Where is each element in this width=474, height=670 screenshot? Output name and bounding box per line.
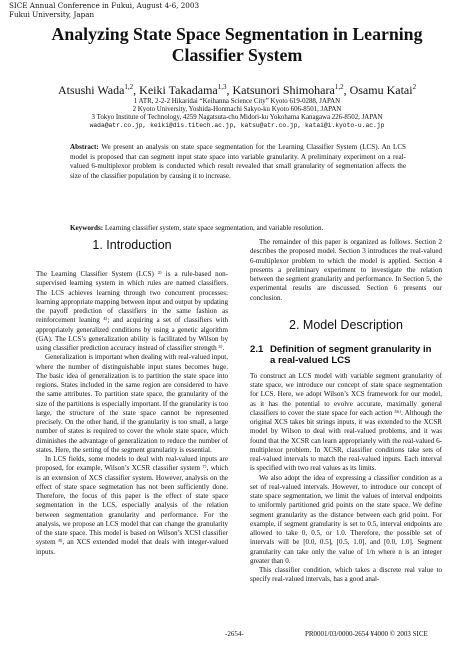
section-heading-introduction: 1. Introduction xyxy=(92,238,172,252)
body-paragraph: To construct an LCS model with variable segment granularity of state space, we introduce our concept of state space segmentation for LCS. Here, we adopt Wilson’s XCS framework for our model, as it has the potential to evolve accurate, maximally general classifiers to cover the state space for each action ⁵⁶⁾. Although the original XCS takes bit strings inputs, it was extended to the XCSR model by Wilson to deal with real-valued problems, and it was found that the XCSR can learn appropriately with the real-valued 6-multiplexor problem. In XCSR, classifier conditions take sets of real-valued intervals to match the real-valued inputs. Each interval is specified with two real values as its limits. xyxy=(250,371,442,473)
section-heading-model: 2. Model Description xyxy=(289,317,403,332)
author-affiliation-sup: 1,3 xyxy=(217,83,227,91)
copyright-line: PR0001/03/0000-2654 ¥4000 © 2003 SICE xyxy=(305,630,428,638)
subsection-heading xyxy=(250,344,442,366)
author-affiliation-sup: 1,2 xyxy=(124,83,134,91)
body-paragraph: We also adopt the idea of expressing a classifier condition as a set of real-valued intervals. However, to introduce our concept of state space segmentation, we limit the values of interval endpoints to uniformly partitioned grid points on the state space. We define segment granularity as the distance between each grid point. For example, if segment granularity is set to 0.5, interval endpoints are allowed to take 0, 0.5, or 1.0. Therefore, the possible set of intervals will be [0.0, 0.5], [0.5, 1.0], and [0.0, 1.0]. Segment granularity can take only the value of 1/n where n is an integer greater than 0. xyxy=(250,473,442,565)
subsection-number: 2.1 xyxy=(250,343,264,355)
author-affiliation-sup: 2 xyxy=(412,83,417,91)
keywords xyxy=(70,224,406,234)
affiliation-1: 1 ATR, 2-2-2 Hikaridai “Keihanna Science City” Kyoto 619-0288, JAPAN xyxy=(133,98,341,105)
abstract xyxy=(70,143,406,181)
paper-title xyxy=(0,24,474,66)
author-name: Atsushi Wada xyxy=(57,83,125,97)
title-line-1: Analyzing State Space Segmentation in Learning xyxy=(51,24,423,44)
abstract-text: We present an analysis on state space segmentation for the Learning Classifier System (LCS). An LCS model is proposed that can segment input state space into variable granularity. A preliminary experiment on a real-valued 6-multiplexor problem is conducted which result revealed that small granularity of segmentation affects the size of the classifier population by causing it to increase. xyxy=(70,143,406,180)
left-column xyxy=(36,238,228,557)
page-number: -2654- xyxy=(225,630,244,638)
author-list: Atsushi Wada$^{1,2}$, Keiki Takadama$^{1,3}$, Katsunori Shimohara$^{1,2}$, Osamu Katai$^2$ xyxy=(57,83,417,97)
body-paragraph: Generalization is important when dealing with real-valued input, where the number of distinguishable input states becomes huge. The basic idea of generalization is to partition the state space into regions. States included in the same region are considered to have the same attributes. To partition state space, the granularity of the size of the partitions is especially important. If the granularity is too large, the structure of the state space cannot be represented precisely. On the other hand, if the granularity is too small, a large number of states is required to cover the whole state space, which diminishes the advantage of generalization to reduce the number of states. Here, the setting of the segment granularity is essential. xyxy=(36,353,228,454)
subsection-title-line-1: Definition of segment granularity in xyxy=(270,343,432,355)
body-paragraph: This classifier condition, which takes a discrete real value to specify real-valued intervals, has a good anal- xyxy=(250,566,442,584)
author-name: Katsunori Shimohara xyxy=(232,83,335,97)
title-line-2: Classifier System xyxy=(171,45,303,65)
conference-header: SICE Annual Conference in Fukui, August 4-6, 2003 xyxy=(9,1,200,10)
author-emails: wada@atr.co.jp, keiki@dis.titech.ac.jp, katsu@atr.co.jp, katai@i.kyoto-u.ac.jp xyxy=(89,122,385,129)
affiliation-2: 2 Kyoto University, Yoshida-Honmachi Sakyo-ku Kyoto 606-8501, JAPAN xyxy=(132,106,342,113)
author-affiliation-sup: 1,2 xyxy=(334,83,344,91)
abstract-label: Abstract: xyxy=(70,143,99,151)
affiliation-3: 3 Tokyo Institute of Technology, 4259 Nagatsuta-cho Midori-ku Yokohama Kanagawa 226-8502, JAPAN xyxy=(91,114,383,121)
right-column xyxy=(250,238,442,585)
page-footer xyxy=(0,630,474,640)
author-name: Osamu Katai xyxy=(349,83,413,97)
keywords-label: Keywords: xyxy=(70,224,104,232)
body-paragraph: The remainder of this paper is organized as follows. Section 2 describes the proposed model. Section 3 introduces the real-valued 6-multiplexor problem to which the model is applied. Section 4 presents a preliminary experiment to investigate the relation between the segment granularity and performance. In Section 5, the experimental results are discussed. Section 6 presents our conclusion. xyxy=(250,238,442,302)
keywords-text: Learning classifier system, state space segmentation, and variable resolution. xyxy=(104,224,324,232)
venue-header: Fukui University, Japan xyxy=(9,10,95,19)
author-name: Keiki Takadama xyxy=(139,83,218,97)
body-paragraph: In LCS fields, some models to deal with real-valued inputs are proposed, for example, Wilson’s XCSR classifier system ⁷⁾, which is an extension of XCS classifier system. However, analysis on the effect of state space segmetation has not been sufficiently done. Therefore, the focus of this paper is the effect of state space segmentation in the LCS, especially analysis of the relation between segmentation granularity and performance. For the analysis, we propose an LCS model that can change the granularity of the state space. This model is based on Wilson’s XCSI classifier system ⁸⁾, an XCS extended model that deals with integer-valued inputs. xyxy=(36,455,228,556)
body-paragraph: The Learning Classifier System (LCS) ²⁾ is a rule-based non-supervised learning system in which rules are named classifiers. The LCS achieves learning through two concurrent processes: learning appropriate mapping between input and output by updating the payoff prediction of classifiers in the same fashion as reinforcement leaning ⁴⁾; and acquiring a set of classifiers with appropriately generalized conditions by using a genetic algorithm (GA). The LCS’s generalization ability is facilitated by Wilson by using classifier prediction accuracy instead of classifier strength ⁵⁾. xyxy=(36,270,228,352)
subsection-title-line-2: a real-valued LCS xyxy=(270,354,351,366)
